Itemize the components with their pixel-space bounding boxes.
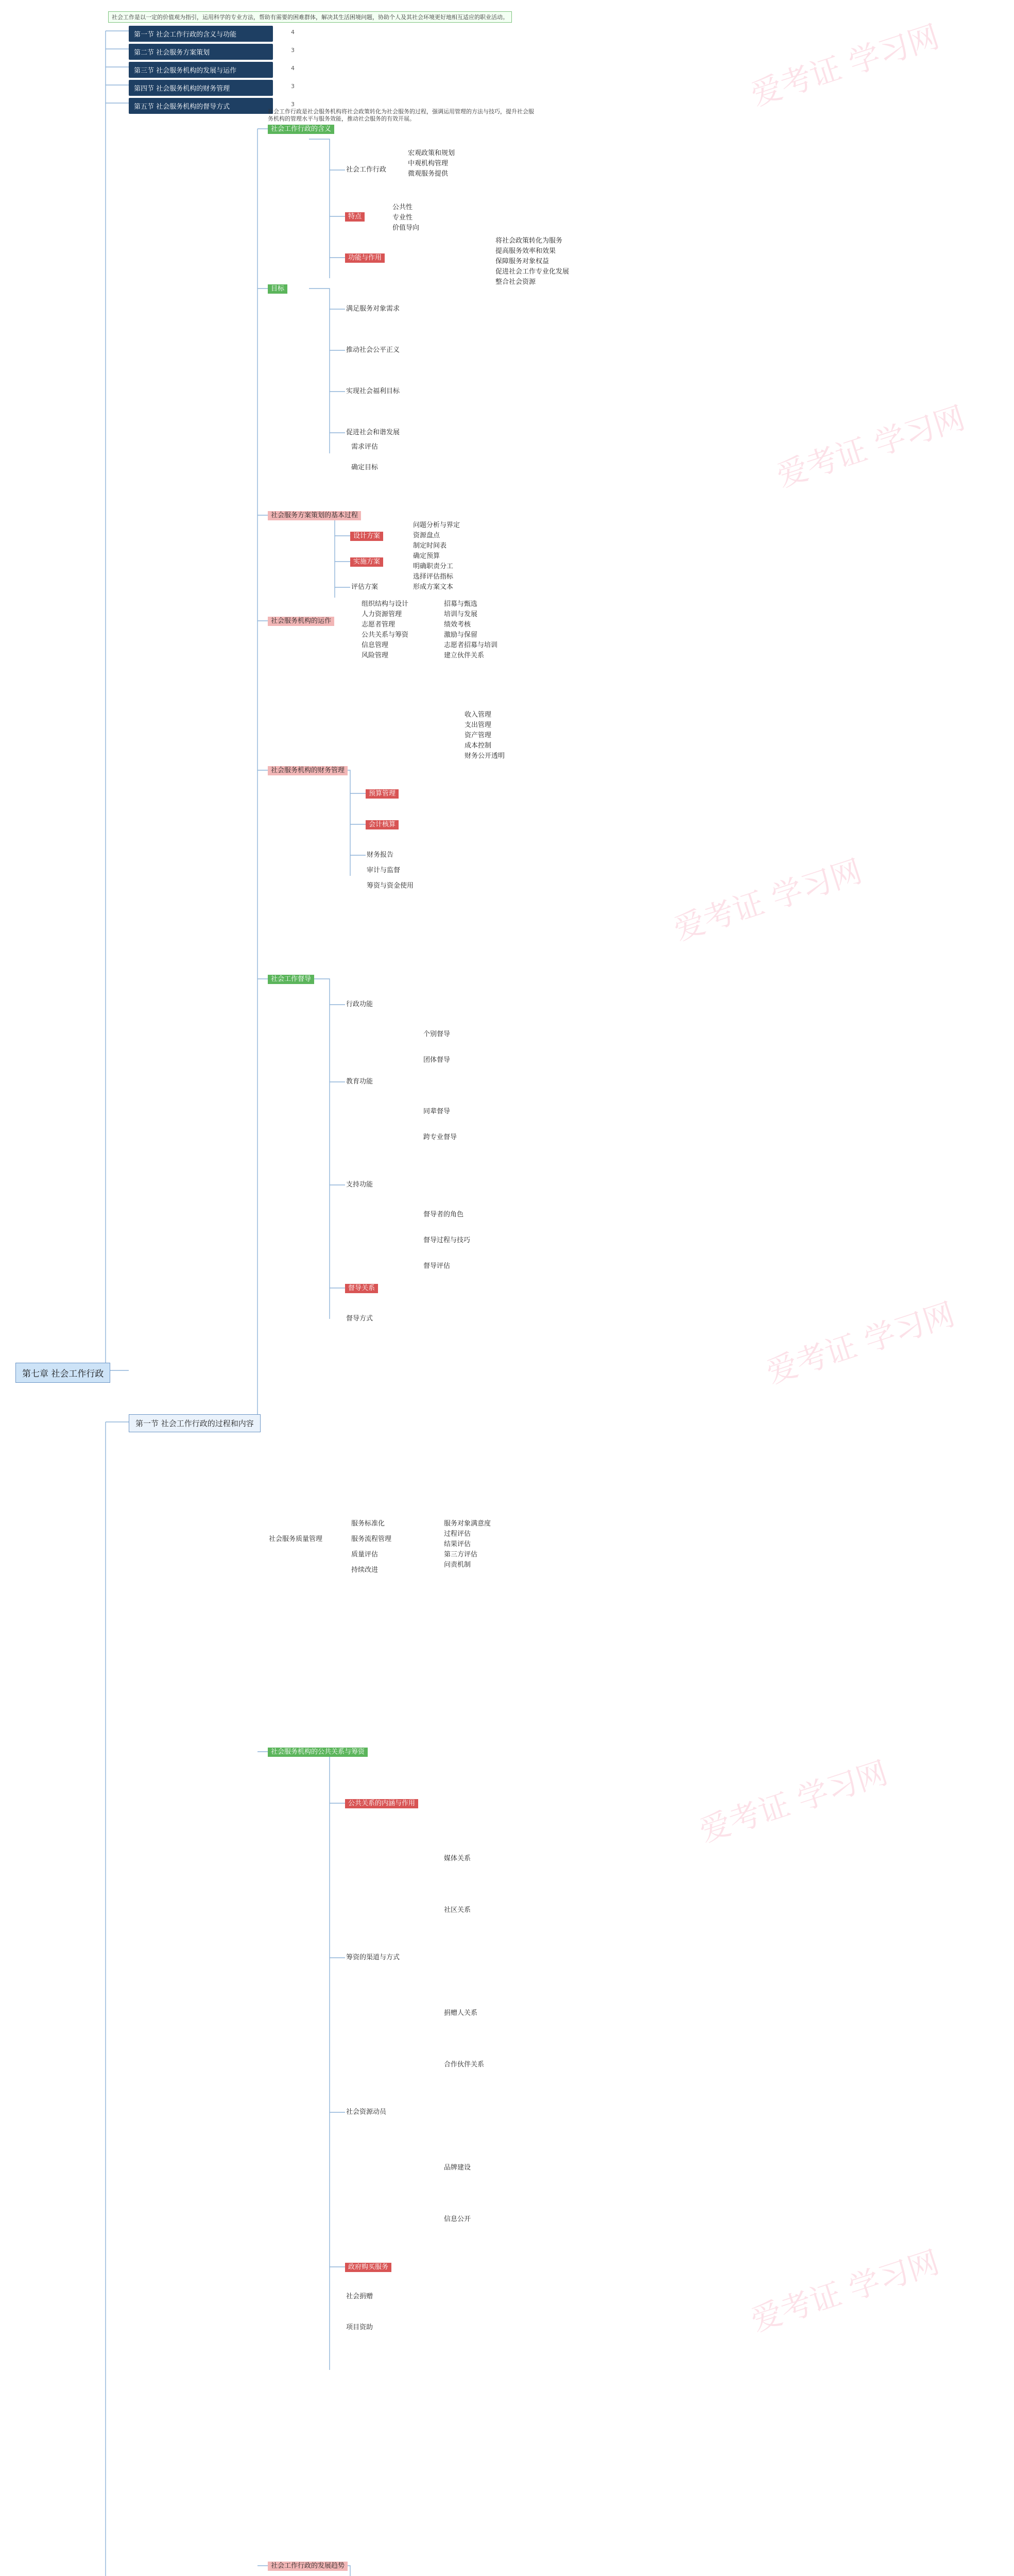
s6-item: 社会资源动员 [346, 2108, 387, 2116]
s7-item: 服务流程管理 [351, 1535, 392, 1543]
watermark: 爱考证 学习网 [669, 853, 867, 948]
s5-item: 督导方式 [346, 1315, 373, 1323]
nav-section-1[interactable] [129, 26, 295, 42]
s1-c1-label[interactable]: 社会工作行政 [346, 166, 387, 174]
s6-sub: 品牌建设 [444, 2164, 471, 2172]
s4-item: 筹资与资金使用 [367, 882, 414, 890]
s6-sub: 捐赠人关系 [444, 2009, 478, 2017]
s3-item: 人力资源管理 [362, 611, 402, 618]
s2-item: 确定目标 [351, 464, 379, 471]
s3-item: 信息管理 [362, 641, 389, 649]
root-topic[interactable]: 第七章 社会工作行政 [15, 1363, 110, 1383]
s5-sub: 督导过程与技巧 [423, 1236, 471, 1244]
s2-sub: 资源盘点 [413, 532, 440, 539]
s2-item: 需求评估 [351, 443, 379, 451]
intro-paragraph: 社会工作行政是社会服务机构将社会政策转化为社会服务的过程，强调运用管理的方法与技巧，提升社会服务机构的管理水平与服务效能，推动社会服务的有效开展。 [268, 108, 534, 122]
nav-section-4[interactable] [129, 80, 295, 96]
s2-label[interactable]: 社会服务方案策划的基本过程 [268, 511, 361, 520]
s2-sub: 制定时间表 [413, 542, 447, 550]
s5-item: 教育功能 [346, 1078, 373, 1086]
s5-item: 督导关系 [345, 1284, 378, 1293]
s7-sub: 问责机制 [444, 1561, 471, 1569]
s1-c2-label[interactable]: 特点 [345, 212, 365, 222]
s1-c3-item: 整合社会资源 [495, 278, 536, 286]
nav-label: 第三节 社会服务机构的发展与运作 [134, 67, 237, 75]
s3-item: 公共关系与筹资 [362, 631, 409, 639]
s7-sub: 结果评估 [444, 1540, 471, 1548]
s5-label[interactable]: 社会工作督导 [268, 975, 314, 984]
s5-sub: 个别督导 [423, 1030, 451, 1038]
nav-section-5[interactable] [129, 98, 295, 114]
s4-item: 审计与监督 [367, 867, 401, 874]
s2-sub: 明确职责分工 [413, 563, 454, 570]
s3-sub: 培训与发展 [444, 611, 478, 618]
nav-count: 4 [291, 29, 295, 36]
s3-item: 组织结构与设计 [362, 600, 409, 608]
s4-sub: 支出管理 [465, 721, 492, 729]
s6-item: 公共关系的内涵与作用 [345, 1799, 418, 1808]
s5-item: 行政功能 [346, 1001, 373, 1008]
s6-label[interactable]: 社会服务机构的公共关系与筹资 [268, 1748, 368, 1757]
s3-sub: 绩效考核 [444, 621, 471, 629]
s6-sub: 信息公开 [444, 2215, 471, 2223]
s3-item: 风险管理 [362, 652, 389, 659]
watermark: 爱考证 学习网 [747, 2244, 944, 2339]
s1-label[interactable]: 社会工作行政的含义 [268, 125, 334, 134]
nav-section-3[interactable] [129, 62, 295, 78]
nav-section-2[interactable] [129, 44, 295, 60]
s4-item: 预算管理 [366, 789, 399, 799]
section-process-content[interactable]: 第一节 社会工作行政的过程和内容 [129, 1414, 261, 1432]
nav-count: 3 [291, 83, 295, 90]
s5-sub: 同辈督导 [423, 1108, 451, 1115]
s1-c3-item: 保障服务对象权益 [495, 258, 549, 265]
s1-c1-item: 微观服务提供 [408, 170, 449, 178]
s1-c2-item: 公共性 [392, 204, 413, 211]
s5-sub: 督导评估 [423, 1262, 451, 1270]
s1-c4-item: 促进社会和谐发展 [346, 429, 400, 436]
s6-item: 项目资助 [346, 2324, 373, 2331]
s2-sub: 选择评估指标 [413, 573, 454, 581]
s2-item: 设计方案 [350, 532, 383, 541]
watermark: 爱考证 学习网 [772, 399, 970, 495]
s5-sub: 团体督导 [423, 1056, 451, 1064]
s6-item: 社会捐赠 [346, 2293, 373, 2300]
s6-sub: 合作伙伴关系 [444, 2061, 485, 2069]
s2-sub: 确定预算 [413, 552, 440, 560]
s1-c3-item: 促进社会工作专业化发展 [495, 268, 570, 276]
s1-c4-item: 实现社会福利目标 [346, 387, 400, 395]
nav-label: 第二节 社会服务方案策划 [134, 49, 210, 57]
s2-sub: 形成方案文本 [413, 583, 454, 591]
s5-sub: 督导者的角色 [423, 1211, 464, 1218]
s1-c4-item: 推动社会公平正义 [346, 346, 400, 354]
s5-sub: 跨专业督导 [423, 1133, 457, 1141]
s2-item: 评估方案 [351, 583, 379, 591]
watermark: 爱考证 学习网 [695, 1754, 892, 1850]
s4-item: 财务报告 [367, 851, 394, 859]
s3-label[interactable]: 社会服务机构的运作 [268, 617, 334, 626]
s2-sub: 问题分析与界定 [413, 521, 460, 529]
nav-label: 第一节 社会工作行政的含义与功能 [134, 31, 237, 39]
s5-item: 支持功能 [346, 1181, 373, 1189]
s1-c3-item: 提高服务效率和效果 [495, 247, 556, 255]
s8-label[interactable]: 社会工作行政的发展趋势 [268, 2562, 348, 2571]
s4-sub: 财务公开透明 [465, 752, 505, 760]
nav-count: 3 [291, 101, 295, 108]
s4-sub: 收入管理 [465, 711, 492, 719]
s2-item: 实施方案 [350, 557, 383, 567]
s1-c2-item: 专业性 [392, 214, 413, 222]
s4-label[interactable]: 社会服务机构的财务管理 [268, 766, 348, 775]
s3-item: 志愿者管理 [362, 621, 396, 629]
s1-c1-item: 宏观政策和规划 [408, 149, 455, 157]
s1-c1-item: 中观机构管理 [408, 160, 449, 167]
s6-item: 政府购买服务 [345, 2263, 391, 2272]
s7-item: 持续改进 [351, 1566, 379, 1574]
s3-sub: 志愿者招募与培训 [444, 641, 498, 649]
s7-sub: 过程评估 [444, 1530, 471, 1538]
s3-sub: 建立伙伴关系 [444, 652, 485, 659]
s7-sub: 第三方评估 [444, 1551, 478, 1558]
watermark: 爱考证 学习网 [762, 1296, 959, 1391]
nav-label: 第五节 社会服务机构的督导方式 [134, 103, 230, 111]
s7-item: 质量评估 [351, 1551, 379, 1558]
watermark: 爱考证 学习网 [747, 18, 944, 113]
s6-sub: 社区关系 [444, 1906, 471, 1914]
s3-sub: 招募与甄选 [444, 600, 478, 608]
s1-c4-item: 满足服务对象需求 [346, 305, 400, 313]
nav-count: 4 [291, 65, 295, 72]
s4-sub: 成本控制 [465, 742, 492, 750]
s3-sub: 激励与保留 [444, 631, 478, 639]
nav-count: 3 [291, 47, 295, 54]
s1-c3-label[interactable]: 功能与作用 [345, 253, 385, 263]
s6-item: 筹资的渠道与方式 [346, 1954, 400, 1961]
s6-sub: 媒体关系 [444, 1855, 471, 1862]
s7-sub: 服务对象满意度 [444, 1520, 491, 1528]
s1-c2-item: 价值导向 [392, 224, 420, 232]
nav-label: 第四节 社会服务机构的财务管理 [134, 85, 230, 93]
s7-item: 服务标准化 [351, 1520, 385, 1528]
s1-c3-item: 将社会政策转化为服务 [495, 237, 563, 245]
s4-sub: 资产管理 [465, 732, 492, 739]
s4-item: 会计核算 [366, 820, 399, 829]
s1-c4-label[interactable]: 目标 [268, 284, 287, 294]
s7-label[interactable]: 社会服务质量管理 [269, 1535, 323, 1543]
header-note: 社会工作是以一定的价值观为指引，运用科学的专业方法，帮助有需要的困难群体，解决其生活困境问题，协助个人及其社会环境更好地相互适应的职业活动。 [108, 11, 512, 23]
